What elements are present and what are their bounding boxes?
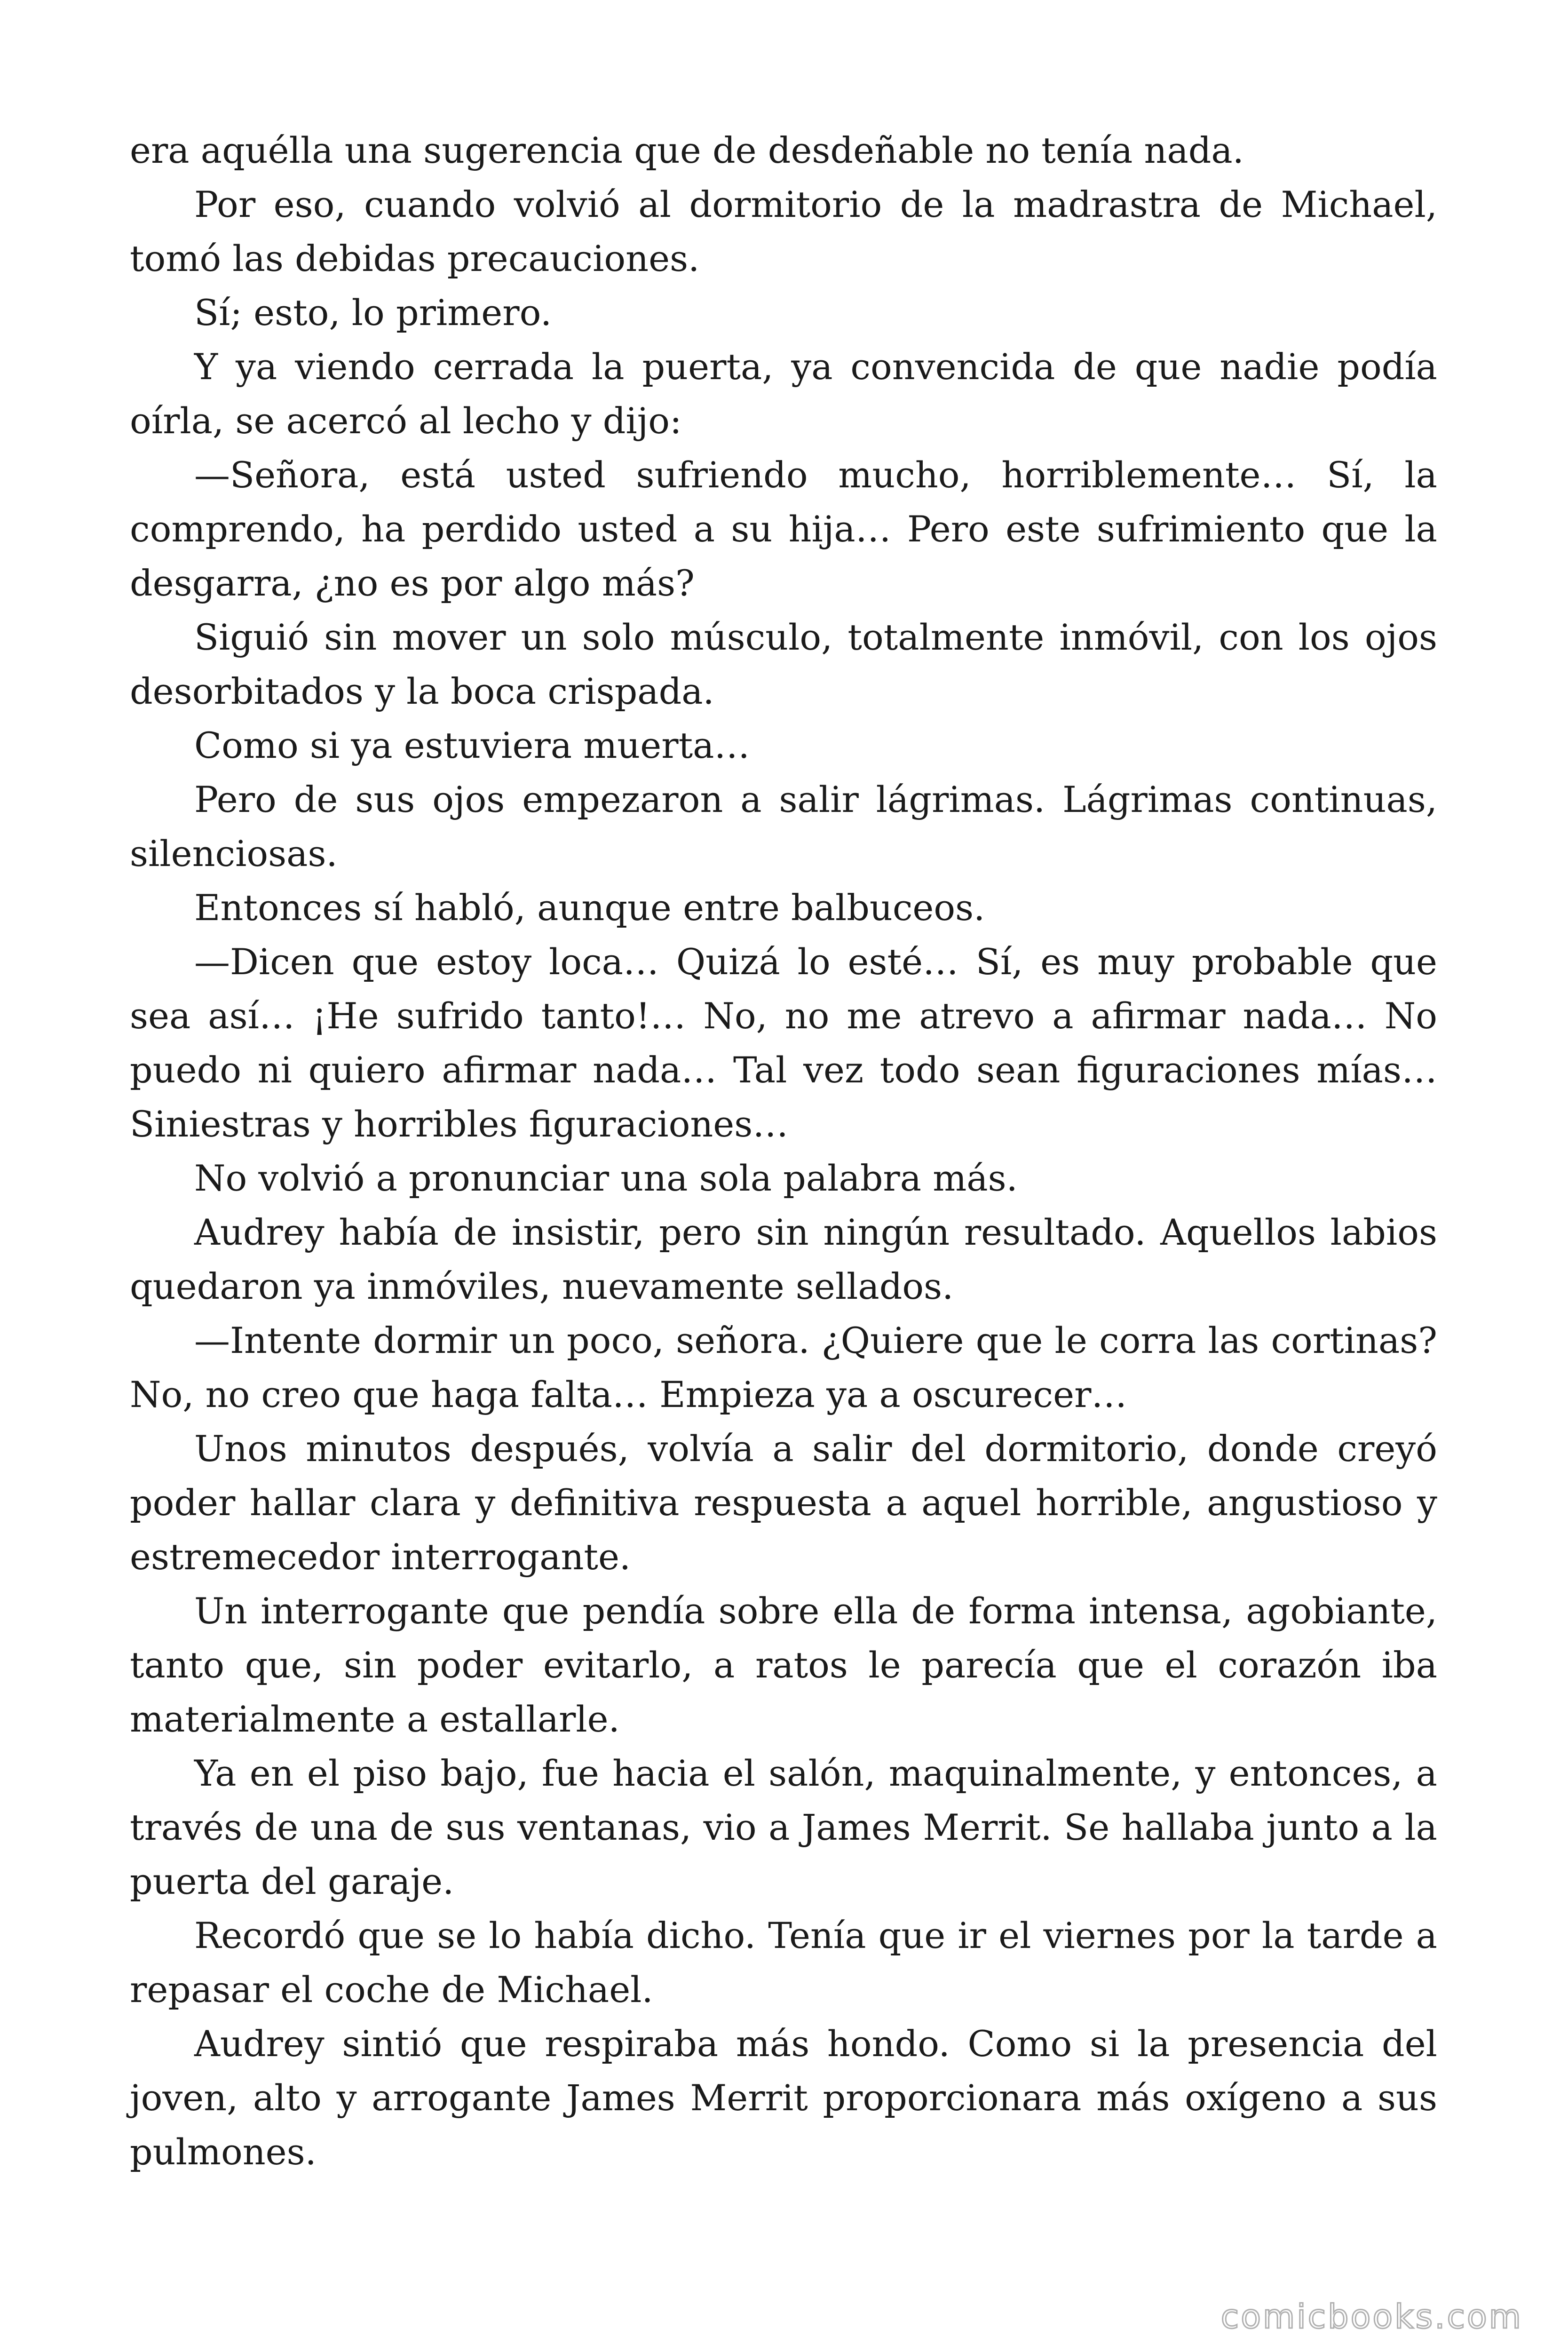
paragraph-17: Recordó que se lo había dicho. Tenía que ir el viernes por la tarde a repasar el coche de Michael. <box>130 1915 1437 2010</box>
paragraph-18: Audrey sintió que respiraba más hondo. Como si la presencia del joven, alto y arrogante James Merrit proporcionara más oxígeno a sus pulmones. <box>130 2023 1437 2173</box>
paragraph-14: Unos minutos después, volvía a salir del dormitorio, donde creyó poder hallar clara y definitiva respuesta a aquel horrible, angustioso y estremecedor interrogante. <box>130 1428 1437 1578</box>
paragraph-16: Ya en el piso bajo, fue hacia el salón, maquinalmente, y entonces, a través de una de sus ventanas, vio a James Merrit. Se hallaba junto a la puerta del garaje. <box>130 1752 1437 1902</box>
paragraph-11: No volvió a pronunciar una sola palabra más. <box>194 1157 1018 1199</box>
paragraph-12: Audrey había de insistir, pero sin ningún resultado. Aquellos labios quedaron ya inmóviles, nuevamente sellados. <box>130 1211 1437 1307</box>
paragraph-13: —Intente dormir un poco, señora. ¿Quiere que le corra las cortinas? No, no creo que haga falta… Empieza ya a oscurecer… <box>130 1319 1437 1415</box>
paragraph-9: Entonces sí habló, aunque entre balbuceos. <box>194 887 985 929</box>
paragraph-8: Pero de sus ojos empezaron a salir lágrimas. Lágrimas continuas, silenciosas. <box>130 779 1437 874</box>
paragraph-5: —Señora, está usted sufriendo mucho, horriblemente… Sí, la comprendo, ha perdido usted a su hija… Pero este sufrimiento que la desgarra, ¿no es por algo más? <box>130 454 1437 604</box>
paragraph-6: Siguió sin mover un solo músculo, totalmente inmóvil, con los ojos desorbitados y la boca crispada. <box>130 616 1437 712</box>
paragraph-1: era aquélla una sugerencia que de desdeñable no tenía nada. <box>130 129 1244 171</box>
paragraph-10: —Dicen que estoy loca… Quizá lo esté… Sí, es muy probable que sea así… ¡He sufrido tanto!… No, no me atrevo a afirmar nada… No puedo ni quiero afirmar nada… Tal vez todo sean figuraciones mías… Siniestras y horribles figuraciones… <box>130 941 1437 1145</box>
paragraph-7: Como si ya estuviera muerta… <box>194 724 750 766</box>
watermark: comicbooks.com <box>1220 2297 1523 2336</box>
paragraph-3: Sí; esto, lo primero. <box>194 292 552 334</box>
paragraph-15: Un interrogante que pendía sobre ella de forma intensa, agobiante, tanto que, sin poder evitarlo, a ratos le parecía que el corazón iba materialmente a estallarle. <box>130 1590 1437 1740</box>
paragraph-2: Por eso, cuando volvió al dormitorio de la madrastra de Michael, tomó las debidas precauciones. <box>130 183 1437 279</box>
body-text <box>130 123 1437 2179</box>
paragraph-4: Y ya viendo cerrada la puerta, ya convencida de que nadie podía oírla, se acercó al lecho y dijo: <box>130 346 1437 442</box>
